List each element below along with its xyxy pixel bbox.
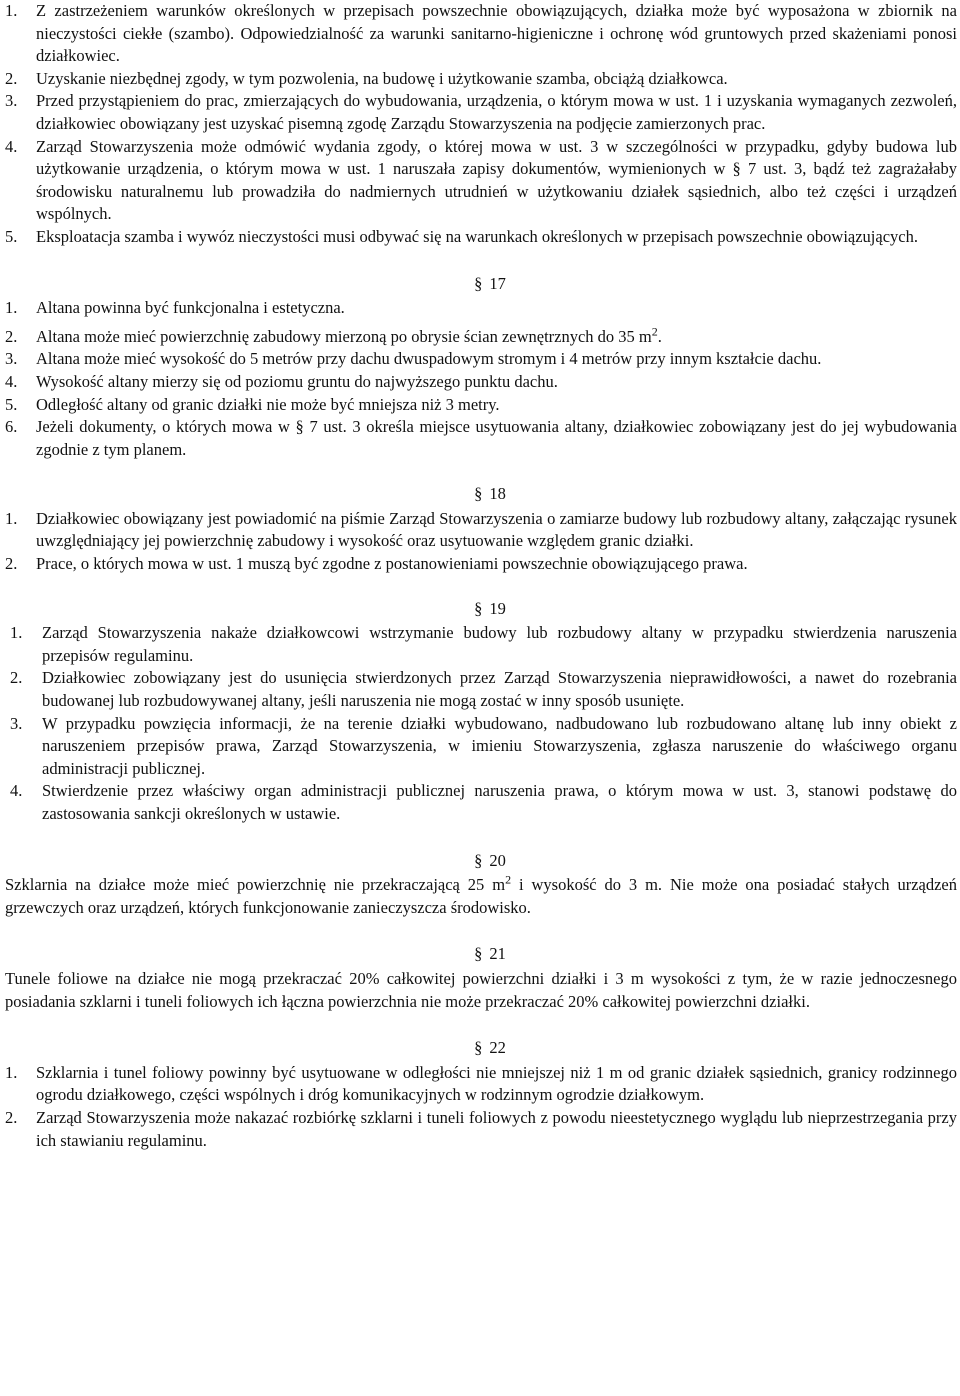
section-16-tail bbox=[5, 0, 957, 249]
item-number: 2. bbox=[5, 1107, 18, 1127]
item-text: Działkowiec zobowiązany jest do usunięcia stwierdzonych przez Zarząd Stowarzyszenia nieprawidłowości, a nawet do rozebrania budowanej lub rozbudowywanej altany, jeśli naruszenia nie mogą zostać w inny sposób usunięte. bbox=[42, 668, 957, 711]
section-19 bbox=[5, 598, 957, 826]
section-heading bbox=[5, 1037, 957, 1060]
list-item bbox=[5, 297, 957, 320]
item-text: Przed przystąpieniem do prac, zmierzających do wybudowania, urządzenia, o którym mowa w ust. 1 i uzyskania wymaganych zezwoleń, działkowiec obowiązany jest uzyskać pisemną zgodę Zarządu Stowarzyszenia na podjęcie zamierzonych prac. bbox=[36, 91, 957, 133]
item-text: Zarząd Stowarzyszenia może nakazać rozbiórkę szklarni i tuneli foliowych z powodu nieestetycznego wyglądu lub nieprzestrzegania przy ich stawianiu regulaminu. bbox=[36, 1107, 957, 1150]
item-text: Wysokość altany mierzy się od poziomu gruntu do najwyższego punktu dachu. bbox=[36, 371, 558, 391]
list-item bbox=[5, 416, 957, 461]
superscript: 2 bbox=[505, 872, 512, 887]
item-number: 1. bbox=[5, 1062, 18, 1082]
section-21 bbox=[5, 943, 957, 1013]
list-item bbox=[5, 508, 957, 553]
item-text: Odległość altany od granic działki nie może być mniejsza niż 3 metry. bbox=[36, 394, 500, 414]
section-sign: § bbox=[474, 484, 483, 504]
list-item bbox=[5, 90, 957, 135]
section-sign: § bbox=[474, 1038, 483, 1058]
list-item bbox=[5, 780, 957, 825]
item-text-after: . bbox=[657, 326, 662, 346]
item-number: 1. bbox=[5, 508, 18, 528]
list-item bbox=[5, 226, 957, 249]
item-text: Zarząd Stowarzyszenia może odmówić wydania zgody, o której mowa w ust. 3 w szczególności w przypadku, gdyby budowa lub użytkowanie urządzenia, o którym mowa w ust. 1 naruszała zapisy dokumentów, wymienionych w § 7 ust. 3, bądź też zagrażałaby środowisku naturalnemu lub prowadziła do nadmiernych utrudnień w użytkowaniu działek sąsiednich, albo też części i urządzeń wspólnych. bbox=[36, 136, 957, 224]
section-17 bbox=[5, 273, 957, 462]
item-text: Altana może mieć wysokość do 5 metrów przy dachu dwuspadowym stromym i 4 metrów przy innym kształcie dachu. bbox=[36, 349, 822, 369]
item-number: 1. bbox=[5, 1, 18, 20]
item-number: 1. bbox=[5, 298, 18, 318]
item-text: Jeżeli dokumenty, o których mowa w § 7 ust. 3 określa miejsce usytuowania altany, działkowiec zobowiązany jest do jej wybudowania zgodnie z tym planem. bbox=[36, 417, 957, 459]
list-item bbox=[5, 667, 957, 712]
list-item bbox=[5, 348, 957, 371]
list-item bbox=[5, 326, 957, 349]
section-heading bbox=[5, 850, 957, 873]
item-text: Eksploatacja szamba i wywóz nieczystości musi odbywać się na warunkach określonych w przepisach powszechnie obowiązujących. bbox=[36, 226, 918, 246]
list-item bbox=[5, 394, 957, 417]
paragraph bbox=[5, 874, 957, 919]
item-number: 4. bbox=[5, 136, 18, 156]
paragraph: Tunele foliowe na działce nie mogą przekraczać 20% całkowitej powierzchni działki i 3 m wysokości z tym, że w razie jednoczesnego posiadania szklarni i tuneli foliowych ich łączna powierzchnia nie może przekraczać 20% całkowitej powierzchni działki. bbox=[5, 968, 957, 1011]
list-item bbox=[5, 371, 957, 394]
list-item bbox=[5, 1062, 957, 1107]
item-text: Szklarnia i tunel foliowy powinny być usytuowane w odległości nie mniejszej niż 1 m od granic działek sąsiednich, granicy rodzinnego ogrodu działkowego, części wspólnych i dróg komunikacyjnych w rodzinnym ogrodzie działkowym. bbox=[36, 1062, 957, 1105]
item-text: Prace, o których mowa w ust. 1 muszą być zgodne z postanowieniami powszechnie obowiązującego prawa. bbox=[36, 554, 748, 574]
section-heading bbox=[5, 598, 957, 621]
item-number: 5. bbox=[5, 394, 18, 414]
section-sign: § bbox=[474, 273, 483, 293]
item-number: 1. bbox=[10, 623, 23, 643]
item-text: Uzyskanie niezbędnej zgody, w tym pozwolenia, na budowę i użytkowanie szamba, obciążą działkowca. bbox=[36, 68, 728, 88]
item-number: 4. bbox=[10, 781, 23, 801]
item-text: Altana powinna być funkcjonalna i estetyczna. bbox=[36, 298, 345, 318]
item-number: 2. bbox=[5, 554, 18, 574]
item-text bbox=[36, 326, 957, 349]
section-number: 18 bbox=[489, 484, 506, 504]
section-heading bbox=[5, 483, 957, 506]
item-number: 4. bbox=[5, 371, 18, 391]
section-sign: § bbox=[474, 598, 483, 618]
section-number: 17 bbox=[489, 273, 506, 293]
superscript: 2 bbox=[651, 324, 658, 339]
list-item bbox=[5, 68, 957, 91]
section-heading bbox=[5, 273, 957, 296]
list-item bbox=[5, 713, 957, 781]
item-number: 2. bbox=[5, 68, 18, 88]
list-item bbox=[5, 136, 957, 226]
item-text: Działkowiec obowiązany jest powiadomić na piśmie Zarząd Stowarzyszenia o zamiarze budowy lub rozbudowy altany, załączając rysunek uwzględniający jej powierzchnię zabudowy i wysokość oraz usytuowanie względem granic działki. bbox=[36, 508, 957, 551]
section-sign: § bbox=[474, 850, 483, 870]
item-text: W przypadku powzięcia informacji, że na terenie działki wybudowano, nadbudowano lub rozbudowano altanę lub inny obiekt z naruszeniem przepisów prawa, Zarząd Stowarzyszenia, w imieniu Stowarzyszenia, zgłasza naruszenie do właściwego organu administracji publicznej. bbox=[42, 713, 957, 778]
item-number: 3. bbox=[10, 713, 23, 733]
section-number: 21 bbox=[489, 944, 506, 964]
section-number: 19 bbox=[489, 598, 506, 618]
item-number: 2. bbox=[10, 668, 23, 688]
section-20 bbox=[5, 850, 957, 920]
item-number: 6. bbox=[5, 417, 18, 437]
paragraph-text-after: i wysokość do 3 m. Nie może ona posiadać stałych urządzeń grzewczych oraz urządzeń, których funkcjonowanie zanieczyszcza środowisko. bbox=[5, 875, 957, 917]
section-22 bbox=[5, 1037, 957, 1152]
section-number: 20 bbox=[489, 850, 506, 870]
paragraph-text: Szklarnia na działce może mieć powierzchnię nie przekraczającą 25 m bbox=[5, 875, 506, 895]
section-18 bbox=[5, 483, 957, 575]
list-item bbox=[5, 553, 957, 576]
section-sign: § bbox=[474, 944, 483, 964]
item-text-main: Altana może mieć powierzchnię zabudowy mierzoną po obrysie ścian zewnętrznych do 35 m bbox=[36, 326, 652, 346]
list-item bbox=[5, 1107, 957, 1152]
item-text: Zarząd Stowarzyszenia nakaże działkowcowi wstrzymanie budowy lub rozbudowy altany w przypadku stwierdzenia naruszenia przepisów regulaminu. bbox=[42, 623, 957, 665]
item-text: Z zastrzeżeniem warunków określonych w przepisach powszechnie obowiązujących, działka może być wyposażona w zbiornik na nieczystości ciekłe (szambo). Odpowiedzialność za warunki sanitarno-higieniczne i ochronę wód gruntowych przed skażeniami ponosi działkowiec. bbox=[36, 1, 957, 66]
section-heading bbox=[5, 943, 957, 966]
list-item bbox=[5, 622, 957, 667]
item-number: 3. bbox=[5, 349, 18, 369]
item-number: 2. bbox=[5, 326, 18, 346]
item-number: 3. bbox=[5, 91, 18, 111]
item-number: 5. bbox=[5, 226, 18, 246]
list-item bbox=[5, 0, 957, 68]
section-number: 22 bbox=[489, 1038, 506, 1058]
item-text: Stwierdzenie przez właściwy organ administracji publicznej naruszenia prawa, o którym mowa w ust. 3, stanowi podstawę do zastosowania sankcji określonych w ustawie. bbox=[42, 781, 957, 823]
